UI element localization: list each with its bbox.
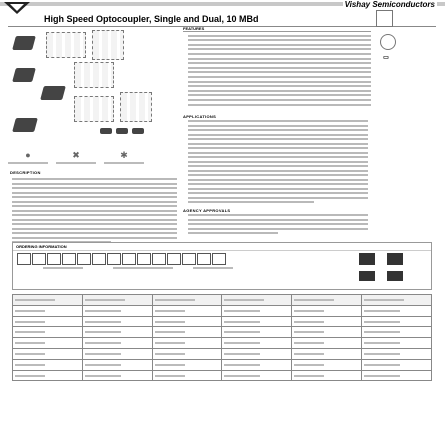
certification-row (8, 150, 178, 164)
document-title: High Speed Optocoupler, Single and Dual, 10 MBd (44, 14, 259, 24)
package-image (40, 80, 70, 106)
table-row (13, 348, 432, 359)
cert-item: ● (8, 150, 48, 164)
table-row (13, 338, 432, 349)
package-drawing (74, 96, 114, 122)
applications-heading: APPLICATIONS (183, 114, 217, 119)
features-heading: FEATURES (183, 26, 371, 32)
applications-text (188, 120, 368, 206)
ordering-heading: ORDERING INFORMATION (13, 243, 431, 251)
agency-approvals-text (188, 214, 368, 237)
description-heading: DESCRIPTION (10, 170, 41, 175)
ordering-information (12, 242, 432, 290)
pb-free-badge-icon (380, 34, 396, 50)
rohs-badge-icon (376, 10, 393, 27)
features-section (183, 26, 371, 108)
package-outline-icons (353, 251, 413, 285)
ordering-label (193, 267, 233, 269)
table-row (13, 359, 432, 370)
table-row (13, 327, 432, 338)
cert-item: ✱ (104, 150, 144, 164)
green-badge-icon: ▭ (383, 55, 389, 61)
ordering-label (43, 267, 83, 269)
cert-item: ✖ (56, 150, 96, 164)
company-name: Vishay Semiconductors (344, 0, 435, 9)
part-number-boxes (17, 253, 226, 265)
vishay-logo-icon (4, 0, 30, 14)
package-drawing (46, 32, 86, 58)
package-image (12, 112, 42, 138)
package-image (12, 62, 40, 88)
package-footprints (98, 126, 152, 136)
ordering-table (12, 294, 432, 381)
package-drawing (120, 92, 152, 122)
ordering-label (113, 267, 173, 269)
table-row (13, 305, 432, 316)
package-drawing (74, 62, 114, 88)
table-row (13, 370, 432, 381)
table-row (13, 316, 432, 327)
package-drawing (92, 30, 124, 60)
description-text (12, 178, 177, 246)
agency-approvals-heading: AGENCY APPROVALS (183, 208, 231, 213)
table-row (13, 295, 432, 306)
package-image (12, 30, 40, 56)
